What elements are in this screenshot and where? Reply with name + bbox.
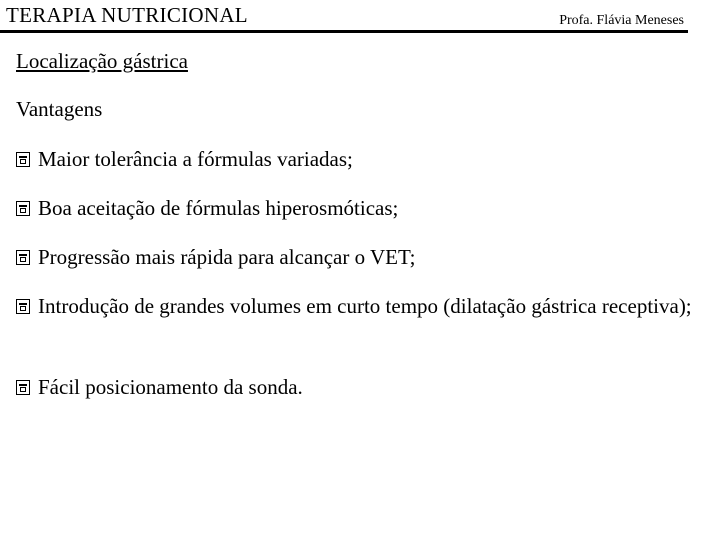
header-author: Profa. Flávia Meneses (559, 13, 684, 28)
list-item (16, 290, 706, 322)
list-item (16, 192, 706, 224)
list-item (16, 143, 706, 175)
floppy-disk-icon (16, 152, 30, 167)
list-item-text: Progressão mais rápida para alcançar o VET; (38, 245, 416, 269)
list-item-text: Introdução de grandes volumes em curto tempo (dilatação gástrica receptiva); (38, 294, 692, 318)
header-title: TERAPIA NUTRICIONAL (6, 3, 248, 27)
list-item (16, 241, 706, 273)
floppy-disk-icon (16, 299, 30, 314)
list-item-text: Maior tolerância a fórmulas variadas; (38, 147, 353, 171)
floppy-disk-icon (16, 380, 30, 395)
floppy-disk-icon (16, 250, 30, 265)
list-item-text: Fácil posicionamento da sonda. (38, 375, 303, 399)
section-title: Localização gástrica (16, 49, 188, 73)
subheading-vantagens: Vantagens (16, 97, 103, 121)
floppy-disk-icon (16, 201, 30, 216)
list-item-text: Boa aceitação de fórmulas hiperosmóticas; (38, 196, 399, 220)
list-item (16, 371, 706, 403)
header-divider (0, 30, 688, 33)
